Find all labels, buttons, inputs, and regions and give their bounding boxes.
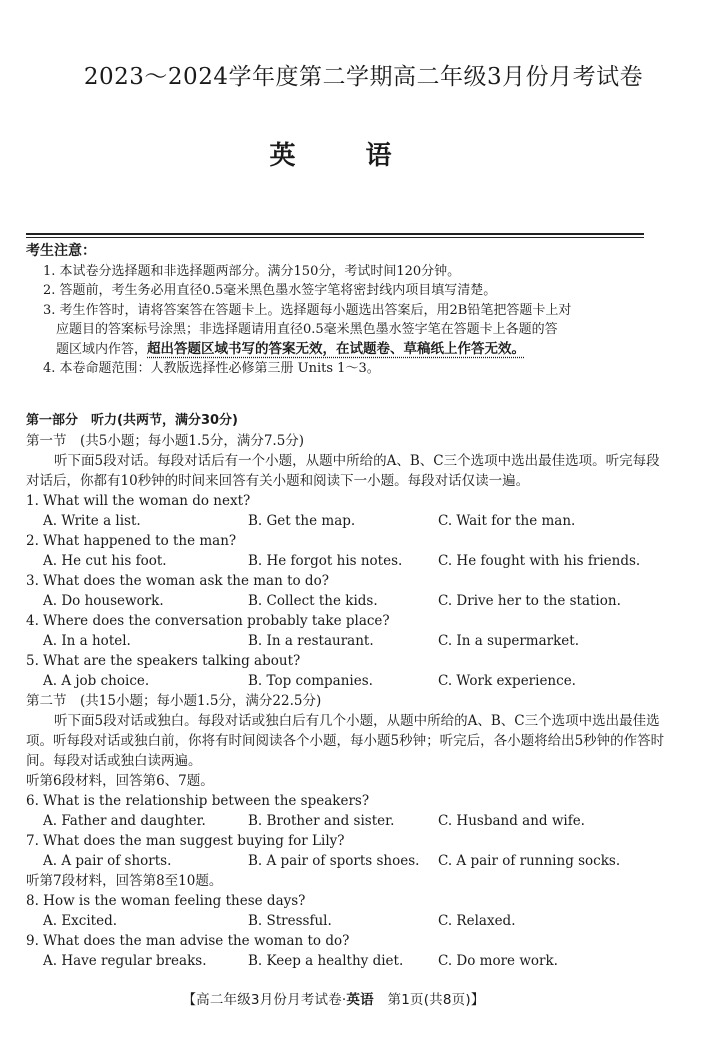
notice-item-2: 2. 答题前，考生务必用直径0.5毫米黑色墨水签字笔将密封线内项目填写清楚。 (43, 283, 497, 298)
material-7-note: 听第7段材料，回答第8至10题。 (26, 873, 223, 889)
footer-left: 【高二年级3月份月考试卷· (182, 992, 347, 1008)
part1-heading: 第一部分 听力(共两节，满分30分) (26, 413, 238, 428)
option-a: A. Write a list. (43, 513, 141, 529)
question-1-options (26, 511, 666, 531)
exam-title: 2023～2024学年度第二学期高二年级3月份月考试卷 (83, 64, 644, 90)
option-c: C. Relaxed. (438, 913, 516, 929)
question-4: 4. Where does the conversation probably take place? (26, 613, 390, 629)
option-b: B. A pair of sports shoes. (248, 853, 420, 869)
notice-item-3-line3 (43, 340, 654, 360)
subject-char-2: 语 (365, 141, 398, 171)
option-c: C. He fought with his friends. (438, 553, 641, 569)
footer-subject: 英语 (346, 992, 374, 1008)
option-a: A. Do housework. (43, 593, 164, 609)
notice-item-3 (26, 301, 654, 360)
section1-instructions: 听下面5段对话。每段对话后有一个小题，从题中所给的A、B、C三个选项中选出最佳选项。听完每段对话后，你都有10秒钟的时间来回答有关小题和阅读下一小题。每段对话仅读一遍。 (26, 453, 660, 489)
exam-body (26, 411, 666, 971)
question-6: 6. What is the relationship between the speakers? (26, 793, 370, 809)
notice-item-3-line3a: 题区域内作答， (56, 341, 148, 357)
question-1: 1. What will the woman do next? (26, 493, 251, 509)
option-b: B. In a restaurant. (248, 633, 374, 649)
option-c: C. Do more work. (438, 953, 558, 969)
question-8: 8. How is the woman feeling these days? (26, 893, 306, 909)
question-7: 7. What does the man suggest buying for Lily? (26, 833, 345, 849)
notice-title: 考生注意： (26, 243, 96, 259)
divider-thin (26, 237, 644, 238)
option-b: B. Keep a healthy diet. (248, 953, 404, 969)
question-2: 2. What happened to the man? (26, 533, 237, 549)
candidate-notice (26, 242, 654, 379)
notice-item-4: 4. 本卷命题范围：人教版选择性必修第三册 Units 1～3。 (43, 361, 380, 376)
question-5: 5. What are the speakers talking about? (26, 653, 301, 669)
option-b: B. Top companies. (248, 673, 373, 689)
option-c: C. Husband and wife. (438, 813, 585, 829)
option-a: A. Have regular breaks. (43, 953, 207, 969)
option-c: C. A pair of running socks. (438, 853, 621, 869)
section1-heading: 第一节 (共5小题；每小题1.5分，满分7.5分) (26, 433, 305, 449)
option-a: A. A job choice. (43, 673, 150, 689)
option-c: C. Drive her to the station. (438, 593, 621, 609)
question-6-options (26, 811, 666, 831)
subject-heading (0, 135, 667, 172)
option-c: C. In a supermarket. (438, 633, 579, 649)
question-9-options (26, 951, 666, 971)
notice-warning: 超出答题区域书写的答案无效，在试题卷、草稿纸上作答无效。 (147, 340, 526, 357)
question-5-options (26, 671, 666, 691)
section2-instructions: 听下面5段对话或独白。每段对话或独白后有几个小题，从题中所给的A、B、C三个选项中选出最佳选项。听每段对话或独白前，你将有时间阅读各个小题，每小题5秒钟；听完后，各小题将给出5秒钟的作答时间。每段对话或独白读两遍。 (26, 713, 665, 769)
subject-char-1: 英 (269, 141, 302, 171)
material-6-note: 听第6段材料，回答第6、7题。 (26, 773, 214, 789)
page-footer (0, 988, 667, 1008)
section2-heading: 第二节 (共15小题；每小题1.5分，满分22.5分) (26, 693, 322, 709)
notice-item-3-line2: 应题目的答案标号涂黑；非选择题请用直径0.5毫米黑色墨水签字笔在答题卡上各题的答 (56, 322, 558, 337)
notice-item-1: 1. 本试卷分选择题和非选择题两部分。满分150分，考试时间120分钟。 (43, 263, 461, 279)
option-a: A. He cut his foot. (43, 553, 167, 569)
option-a: A. Excited. (43, 913, 118, 929)
option-a: A. Father and daughter. (43, 813, 206, 829)
notice-item-3-line1: 3. 考生作答时，请将答案答在答题卡上。选择题每小题选出答案后，用2B铅笔把答题卡上对 (43, 302, 572, 318)
footer-right: 第1页(共8页)】 (373, 992, 485, 1008)
option-a: A. In a hotel. (43, 633, 131, 649)
option-c: C. Work experience. (438, 673, 576, 689)
divider-thick (26, 233, 644, 235)
question-3: 3. What does the woman ask the man to do? (26, 573, 329, 589)
option-b: B. Get the map. (248, 513, 356, 529)
option-c: C. Wait for the man. (438, 513, 576, 529)
option-a: A. A pair of shorts. (43, 853, 172, 869)
option-b: B. Collect the kids. (248, 593, 378, 609)
question-2-options (26, 551, 666, 571)
question-9: 9. What does the man advise the woman to do? (26, 933, 350, 949)
question-7-options (26, 851, 666, 871)
option-b: B. Stressful. (248, 913, 332, 929)
question-4-options (26, 631, 666, 651)
option-b: B. He forgot his notes. (248, 553, 403, 569)
option-b: B. Brother and sister. (248, 813, 395, 829)
question-3-options (26, 591, 666, 611)
question-8-options (26, 911, 666, 931)
